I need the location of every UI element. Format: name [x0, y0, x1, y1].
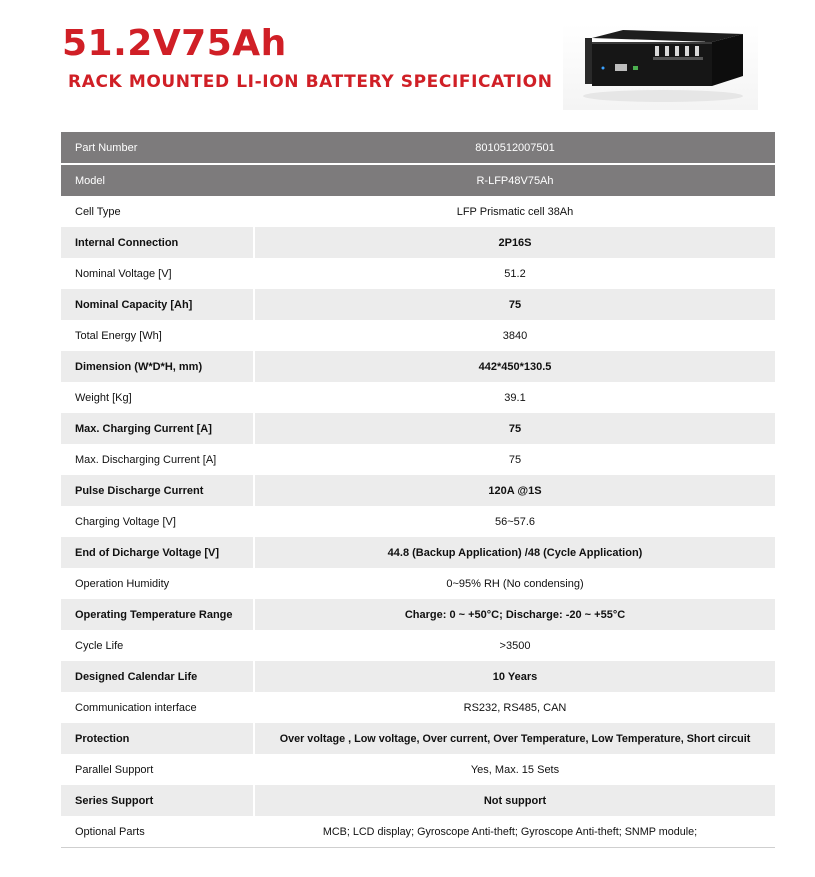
- spec-label: Internal Connection: [61, 227, 253, 258]
- table-row: [61, 227, 775, 258]
- table-row: [61, 444, 775, 475]
- spec-value: 10 Years: [255, 661, 775, 692]
- table-row: [61, 785, 775, 816]
- spec-label: Designed Calendar Life: [61, 661, 253, 692]
- table-row: [61, 537, 775, 568]
- spec-label: Dimension (W*D*H, mm): [61, 351, 253, 382]
- table-row: [61, 475, 775, 506]
- spec-label: Part Number: [61, 132, 253, 164]
- spec-value: R-LFP48V75Ah: [255, 164, 775, 196]
- spec-label: Operating Temperature Range: [61, 599, 253, 630]
- spec-label: Cell Type: [75, 205, 121, 218]
- spec-label: Optional Parts: [61, 816, 253, 848]
- table-row: [61, 692, 775, 723]
- spec-label: Max. Charging Current [A]: [61, 413, 253, 444]
- spec-value: 8010512007501: [255, 132, 775, 164]
- spec-value: 3840: [502, 329, 528, 342]
- table-row: [61, 568, 775, 599]
- page-title: 51.2V75Ah: [62, 23, 287, 64]
- spec-value: Over voltage , Low voltage, Over current, Over Temperature, Low Temperature, Short circuit: [255, 723, 775, 754]
- spec-value: RS232, RS485, CAN: [463, 701, 567, 714]
- spec-value: 120A @1S: [255, 475, 775, 506]
- table-row: [61, 506, 775, 537]
- spec-value: 0~95% RH (No condensing): [446, 577, 584, 590]
- spec-value: Yes, Max. 15 Sets: [470, 763, 560, 776]
- spec-value: LFP Prismatic cell 38Ah: [456, 205, 574, 218]
- spec-label: Pulse Discharge Current: [61, 475, 253, 506]
- spec-value: 442*450*130.5: [255, 351, 775, 382]
- spec-label: Model: [61, 164, 253, 196]
- spec-label: Nominal Voltage [V]: [75, 267, 172, 280]
- table-row: [61, 196, 775, 227]
- product-image: [563, 24, 758, 110]
- table-row: [61, 723, 775, 754]
- spec-value: 51.2: [504, 267, 526, 280]
- spec-label: Operation Humidity: [75, 577, 170, 590]
- spec-label: Total Energy [Wh]: [75, 329, 162, 342]
- battery-rack-illustration: [563, 24, 758, 110]
- spec-label: End of Dicharge Voltage [V]: [61, 537, 253, 568]
- table-row: [61, 816, 775, 848]
- spec-label: Max. Discharging Current [A]: [75, 453, 217, 466]
- page-subtitle: RACK MOUNTED LI-ION BATTERY SPECIFICATION: [68, 72, 553, 92]
- spec-value: 2P16S: [255, 227, 775, 258]
- spec-label: Cycle Life: [75, 639, 124, 652]
- table-row: [61, 661, 775, 692]
- spec-label: Communication interface: [75, 701, 197, 714]
- table-row: [61, 351, 775, 382]
- specification-table: [61, 132, 775, 848]
- spec-value: 75: [255, 413, 775, 444]
- table-row: [61, 289, 775, 320]
- spec-value: 44.8 (Backup Application) /48 (Cycle Application): [255, 537, 775, 568]
- spec-label: Weight [Kg]: [75, 391, 132, 404]
- spec-value: >3500: [499, 639, 531, 652]
- spec-label: Parallel Support: [75, 763, 154, 776]
- table-row: [61, 630, 775, 661]
- table-row: [61, 132, 775, 164]
- spec-value: Not support: [255, 785, 775, 816]
- spec-value: Charge: 0 ~ +50°C; Discharge: -20 ~ +55°C: [255, 599, 775, 630]
- table-row: [61, 754, 775, 785]
- spec-value: MCB; LCD display; Gyroscope Anti-theft; Gyroscope Anti-theft; SNMP module;: [255, 816, 775, 848]
- table-row: [61, 164, 775, 196]
- spec-label: Nominal Capacity [Ah]: [61, 289, 253, 320]
- table-row: [61, 413, 775, 444]
- table-row: [61, 382, 775, 413]
- spec-value: 39.1: [504, 391, 526, 404]
- spec-label: Series Support: [61, 785, 253, 816]
- table-row: [61, 258, 775, 289]
- spec-label: Protection: [61, 723, 253, 754]
- spec-value: 56~57.6: [494, 515, 536, 528]
- table-row: [61, 599, 775, 630]
- spec-value: 75: [508, 453, 522, 466]
- table-row: [61, 320, 775, 351]
- spec-value: 75: [255, 289, 775, 320]
- spec-label: Charging Voltage [V]: [75, 515, 176, 528]
